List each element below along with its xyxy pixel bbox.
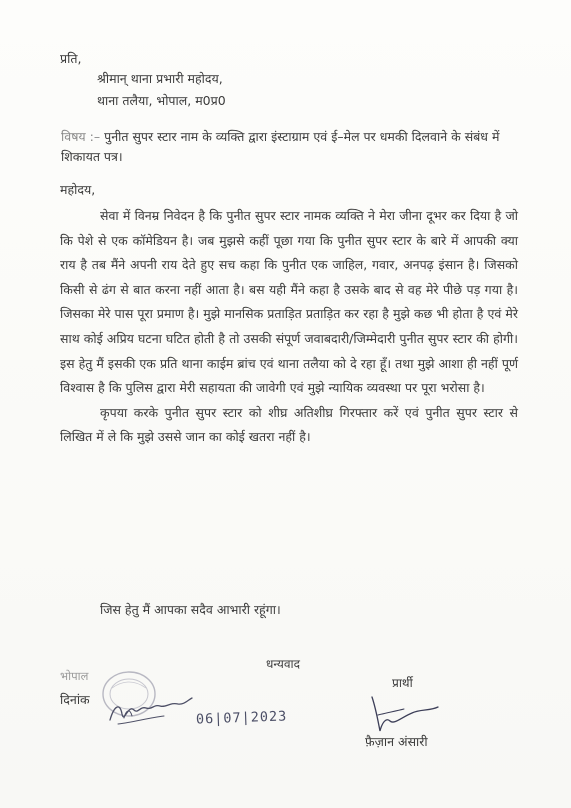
body-paragraph-2: कृपया करके पुनीत सुपर स्टार को शीघ्र अतिशीघ्र गिरफ्तार करें एवं पुनीत सुपर स्टार से लिखित में ले कि मुझे उससे जान का कोई खतरा नहीं है। bbox=[60, 404, 518, 445]
salutation: महोदय, bbox=[60, 182, 96, 197]
subject-label: विषय :– bbox=[61, 129, 101, 144]
applicant-label: प्रार्थी bbox=[392, 676, 413, 690]
thanks-text: धन्यवाद bbox=[266, 657, 301, 671]
closing-line: जिस हेतु मैं आपका सदैव आभारी रहूंगा। bbox=[100, 602, 281, 617]
addressee-prefix: प्रति, bbox=[60, 51, 82, 66]
subject-block bbox=[61, 127, 501, 167]
subject-text: पुनीत सुपर स्टार नाम के व्यक्ति द्वारा इंस्टाग्राम एवं ई–मेल पर धमकी दिलवाने के संबंध में शिकायत पत्र। bbox=[61, 129, 500, 164]
signature-right-icon bbox=[368, 693, 440, 737]
place-label: भोपाल bbox=[60, 669, 89, 683]
applicant-name: फ़ैज़ान अंसारी bbox=[365, 734, 428, 749]
recipient-address: थाना तलैया, भोपाल, म0प्र0 bbox=[97, 93, 226, 108]
letter-body bbox=[60, 204, 518, 450]
date-label: दिनांक bbox=[60, 692, 90, 707]
signature-left-icon bbox=[104, 688, 194, 730]
body-paragraph-1: सेवा में विनम्र निवेदन है कि पुनीत सुपर स्टार नामक व्यक्ति ने मेरा जीना दूभर कर दिया है जो कि पेशे से एक कॉमेडियन है। जब मुझसे कहीं पूछा गया कि पुनीत सुपर स्टार के बारे में आपकी क्या राय है तब मैंने अपनी राय देते हुए सच कहा कि पुनीत एक जाहिल, गवार, अनपढ़ इंसान है। जिसको किसी से ढंग से बात करना नहीं आता है। बस यही मैंने कहा है उसके बाद से वह मेरे पीछे पड़ गया है। जिसका मेरे पास पूरा प्रमाण है। मुझे मानसिक प्रताड़ित प्रताड़ित कर रहा है मुझे कछ भी होता है एवं मेरे साथ कोई अप्रिय घटना घटित होती है तो उसकी संपूर्ण जवाबदारी/जिम्मेदारी पुनीत सुपर स्टार की होगी। इस हेतु मैं इसकी एक प्रति थाना काईम ब्रांच एवं थाना तलैया को दे रहा हूँ। तथा मुझे आशा ही नहीं पूर्ण विश्वास है कि पुलिस द्वारा मेरी सहायता की जावेगी एवं मुझे न्यायिक व्यवस्था पर पूरा भरोसा है। bbox=[60, 208, 518, 396]
handwritten-date: 06|07|2023 bbox=[195, 708, 288, 728]
recipient-title: श्रीमान् थाना प्रभारी महोदय, bbox=[97, 71, 223, 86]
